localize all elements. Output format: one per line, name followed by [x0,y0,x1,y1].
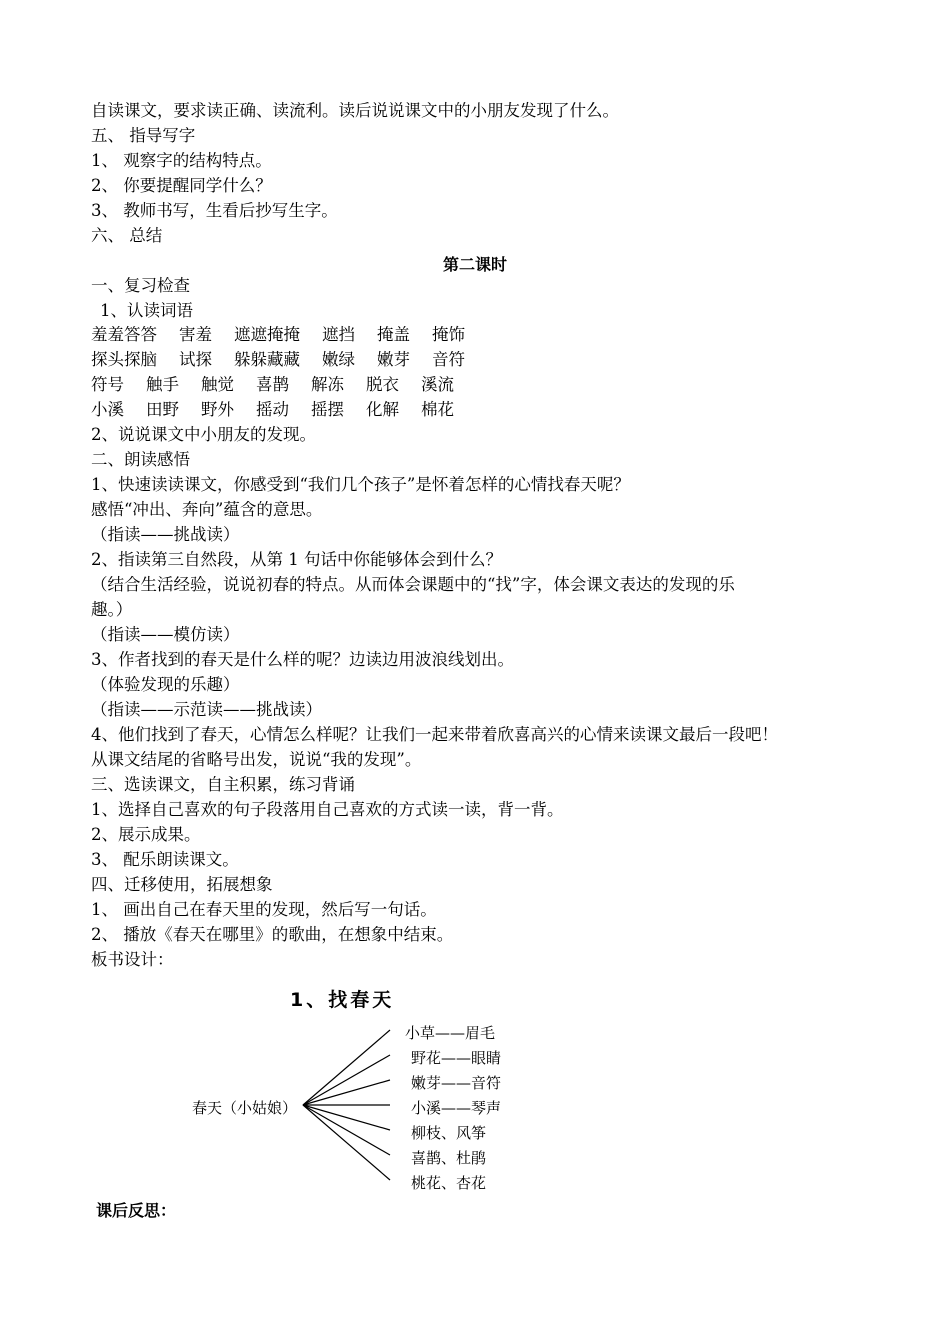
branch-line [303,1030,390,1105]
text-line: 2、说说课文中小朋友的发现。 [91,425,316,444]
text-line: 1、快速读读课文，你感受到“我们几个孩子”是怀着怎样的心情找春天呢？ [91,475,630,494]
word: 化解 [366,400,399,419]
word: 喜鹊 [256,375,289,394]
branch-line [303,1080,390,1105]
text-line: （体验发现的乐趣） [91,675,240,694]
branch-label: 喜鹊、杜鹃 [411,1149,487,1167]
word: 溪流 [421,375,454,394]
word: 棉花 [421,400,454,419]
text-line: 1、 观察字的结构特点。 [91,151,272,170]
text-line: （指读——挑战读） [91,525,240,544]
word: 小溪 [91,400,124,419]
text-line: 2、 播放《春天在哪里》的歌曲，在想象中结束。 [91,925,454,944]
text-line: 3、 教师书写，生看后抄写生字。 [91,201,338,220]
word: 试探 [179,350,212,369]
text-line: 五、 指导写字 [91,126,196,145]
branch-line [303,1105,390,1180]
heading: 一、复习检查 [91,276,190,295]
text-line: 1、选择自己喜欢的句子段落用自己喜欢的方式读一读，背一背。 [91,800,564,819]
text-line: （指读——模仿读） [91,625,240,644]
text-line: （结合生活经验，说说初春的特点。从而体会课题中的“找”字，体会课文表达的发现的乐 [91,575,735,594]
branch-line [303,1105,390,1155]
branch-label: 桃花、杏花 [411,1174,487,1192]
word: 躲躲藏藏 [234,350,300,369]
word: 掩饰 [432,325,465,344]
heading: 二、朗读感悟 [91,450,190,469]
branch-label: 柳枝、风筝 [411,1124,487,1142]
word: 遮遮掩掩 [234,325,300,344]
word: 嫩芽 [377,350,410,369]
word: 脱衣 [366,375,399,394]
branch-label: 小溪——琴声 [411,1099,502,1117]
text-line: 板书设计： [91,950,174,969]
reflection-heading: 课后反思： [96,1201,177,1220]
branch-label: 嫩芽——音符 [411,1074,502,1092]
word: 掩盖 [377,325,410,344]
word: 羞羞答答 [91,325,157,344]
word: 摇摆 [311,400,344,419]
text-line: 2、 你要提醒同学什么？ [91,176,272,195]
heading: 四、迁移使用，拓展想象 [91,875,273,894]
word: 遮挡 [322,325,355,344]
word: 野外 [201,400,234,419]
word: 摇动 [256,400,289,419]
text-line: 3、 配乐朗读课文。 [91,850,239,869]
text-line: 2、指读第三自然段，从第 1 句话中你能够体会到什么？ [91,550,502,569]
word: 探头探脑 [91,350,157,369]
board-center-label: 春天（小姑娘） [192,1099,298,1117]
word: 符号 [91,375,124,394]
word: 害羞 [179,325,212,344]
word: 触手 [146,375,179,394]
word: 田野 [146,400,179,419]
branch-label: 野花——眼睛 [411,1049,502,1067]
text-line: 自读课文，要求读正确、读流利。读后说说课文中的小朋友发现了什么。 [91,101,619,120]
word: 嫩绿 [322,350,355,369]
text-line: 趣。） [91,600,133,619]
word: 触觉 [201,375,234,394]
word: 解冻 [311,375,344,394]
branch-line [303,1055,390,1105]
branch-line [303,1105,390,1130]
heading: 三、选读课文，自主积累，练习背诵 [91,775,355,794]
text-line: 1、 画出自己在春天里的发现，然后写一句话。 [91,900,437,919]
text-line: 4、他们找到了春天，心情怎么样呢？让我们一起来带着欣喜高兴的心情来读课文最后一段吧！ [91,725,778,744]
text-line: 从课文结尾的省略号出发，说说“我的发现”。 [91,750,422,769]
word: 音符 [432,350,465,369]
subheading: 1、认读词语 [100,301,193,320]
text-line: 2、展示成果。 [91,825,201,844]
text-line: 3、作者找到的春天是什么样的呢？边读边用波浪线划出。 [91,650,514,669]
text-line: 六、 总结 [91,226,163,245]
section-title: 第二课时 [442,255,507,274]
text-line: 感悟“冲出、奔向”蕴含的意思。 [91,500,323,519]
branch-label: 小草——眉毛 [405,1024,496,1042]
board-title: 1、找春天 [290,989,395,1011]
text-line: （指读——示范读——挑战读） [91,700,322,719]
